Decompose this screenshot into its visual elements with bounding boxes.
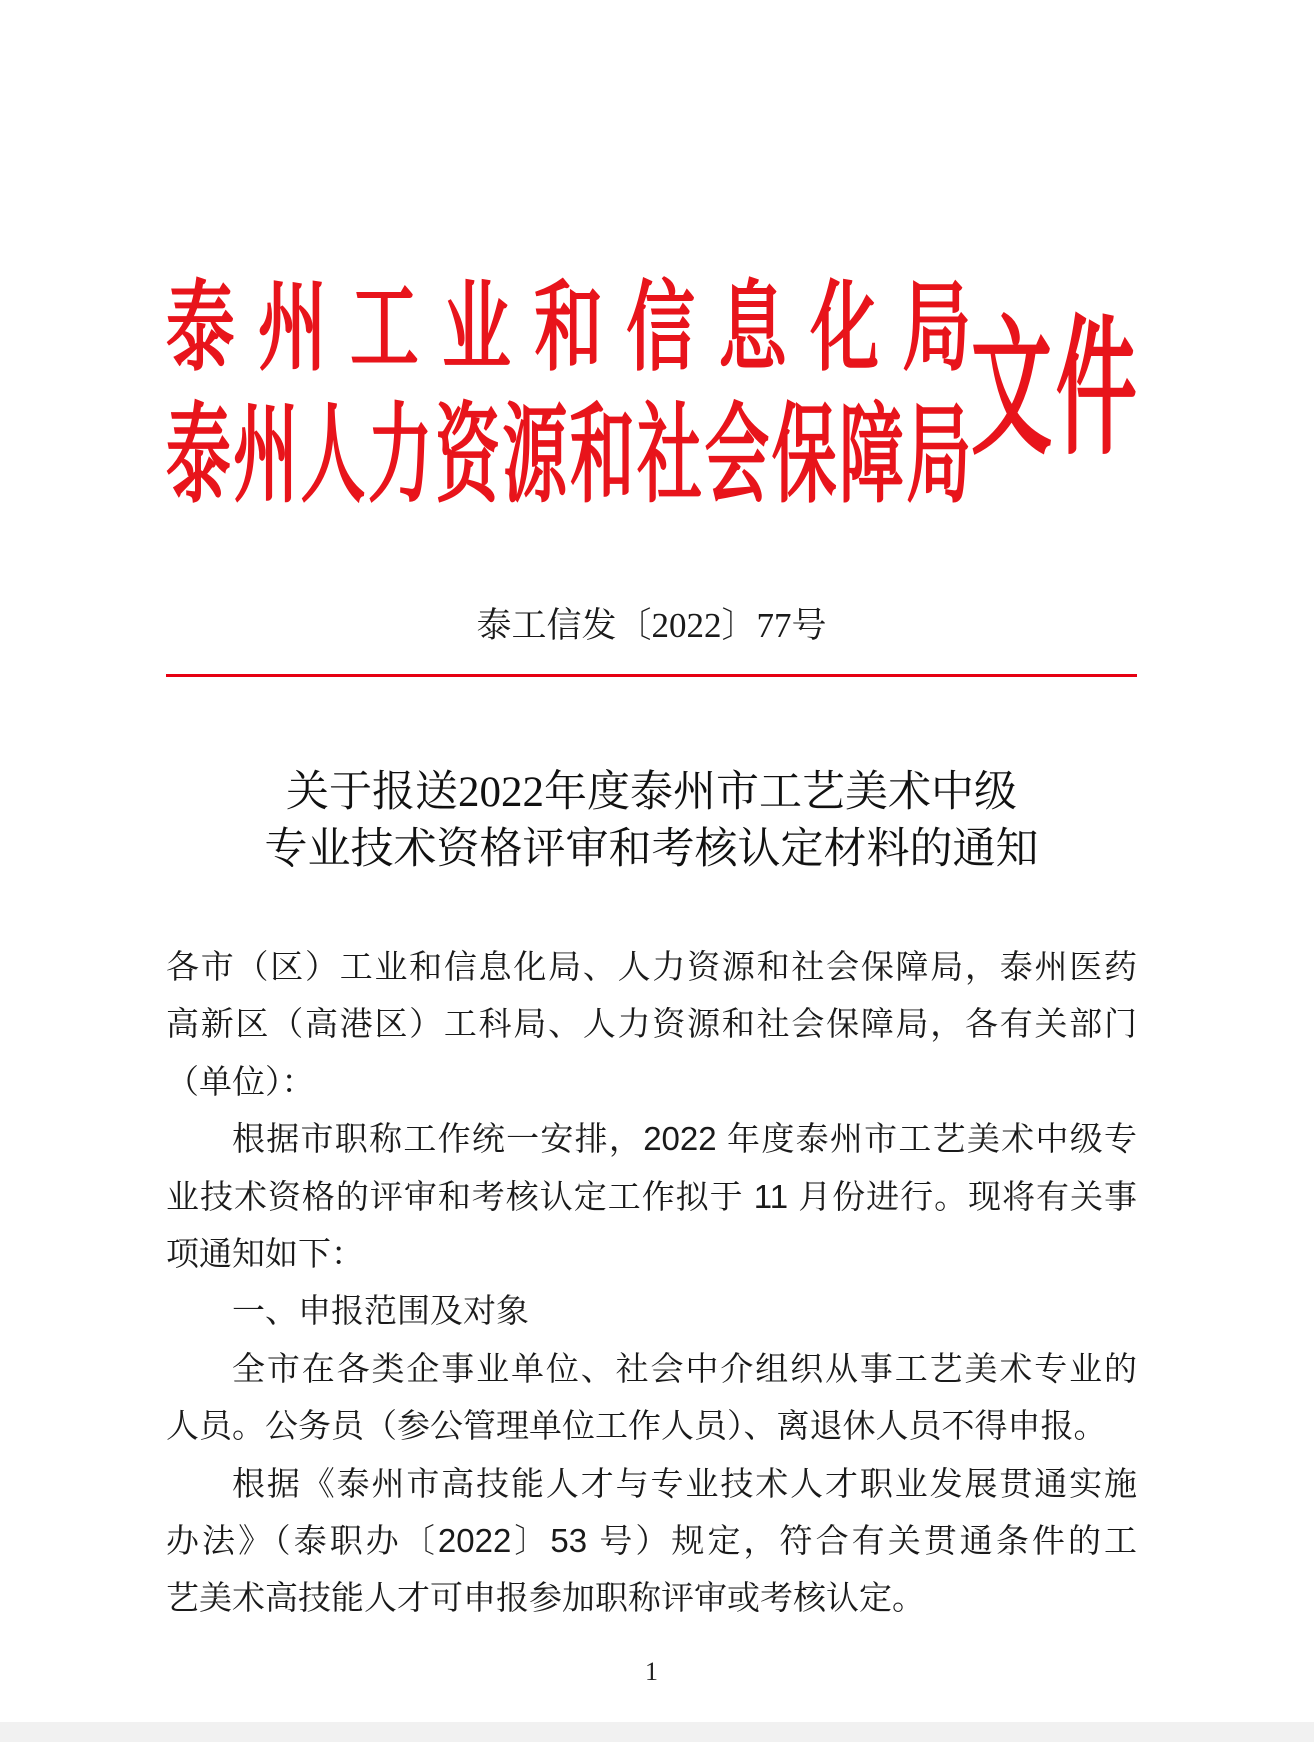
body-line: 高新区（高港区）工科局、人力资源和社会保障局，各有关部门 <box>166 1005 1137 1043</box>
document-title <box>166 764 1137 878</box>
body-line: 根据《泰州市高技能人才与专业技术人才职业发展贯通实施 <box>232 1464 1137 1502</box>
body-line: 艺美术高技能人才可申报参加职称评审或考核认定。 <box>166 1579 925 1617</box>
body-line: 业技术资格的评审和考核认定工作拟于 11 月份进行。现将有关事 <box>166 1177 1137 1215</box>
paragraph-regulation <box>166 1455 1137 1627</box>
section-heading-line: 一、申报范围及对象 <box>232 1292 529 1330</box>
document-body <box>166 938 1137 1627</box>
paragraph-intro <box>166 1110 1137 1282</box>
masthead-org-line-1 <box>166 276 971 380</box>
title-line-1: 关于报送2022年度泰州市工艺美术中级 <box>286 769 1017 816</box>
document-number: 泰工信发〔2022〕77号 <box>476 606 827 645</box>
section-heading <box>166 1282 1137 1339</box>
page-bottom-edge <box>0 1722 1314 1742</box>
red-divider-rule <box>166 674 1137 677</box>
body-line: 根据市职称工作统一安排，2022 年度泰州市工艺美术中级专 <box>232 1120 1137 1158</box>
paragraph-addressees <box>166 938 1137 1110</box>
paragraph-scope <box>166 1340 1137 1455</box>
masthead-org-line-1-text: 泰州工业和信息化局 <box>166 276 971 380</box>
page-number: 1 <box>645 1657 658 1686</box>
masthead-doc-type-text: 文件 <box>971 306 1137 472</box>
masthead-org-line-2-text: 泰州人力资源和社会保障局 <box>166 398 971 514</box>
body-line: 各市（区）工业和信息化局、人力资源和社会保障局，泰州医药 <box>166 948 1137 985</box>
body-line: 人员。公务员（参公管理单位工作人员）、离退休人员不得申报。 <box>166 1407 1107 1445</box>
masthead-org-line-2 <box>166 398 971 514</box>
body-line: 全市在各类企事业单位、社会中介组织从事工艺美术专业的 <box>232 1349 1137 1387</box>
body-line: 项通知如下： <box>166 1234 364 1272</box>
title-line-2: 专业技术资格评审和考核认定材料的通知 <box>264 826 1039 873</box>
masthead-doc-type <box>971 306 1137 472</box>
body-line: 办法》（泰职办〔2022〕53 号）规定，符合有关贯通条件的工 <box>166 1521 1137 1559</box>
body-line: （单位）： <box>166 1062 315 1100</box>
